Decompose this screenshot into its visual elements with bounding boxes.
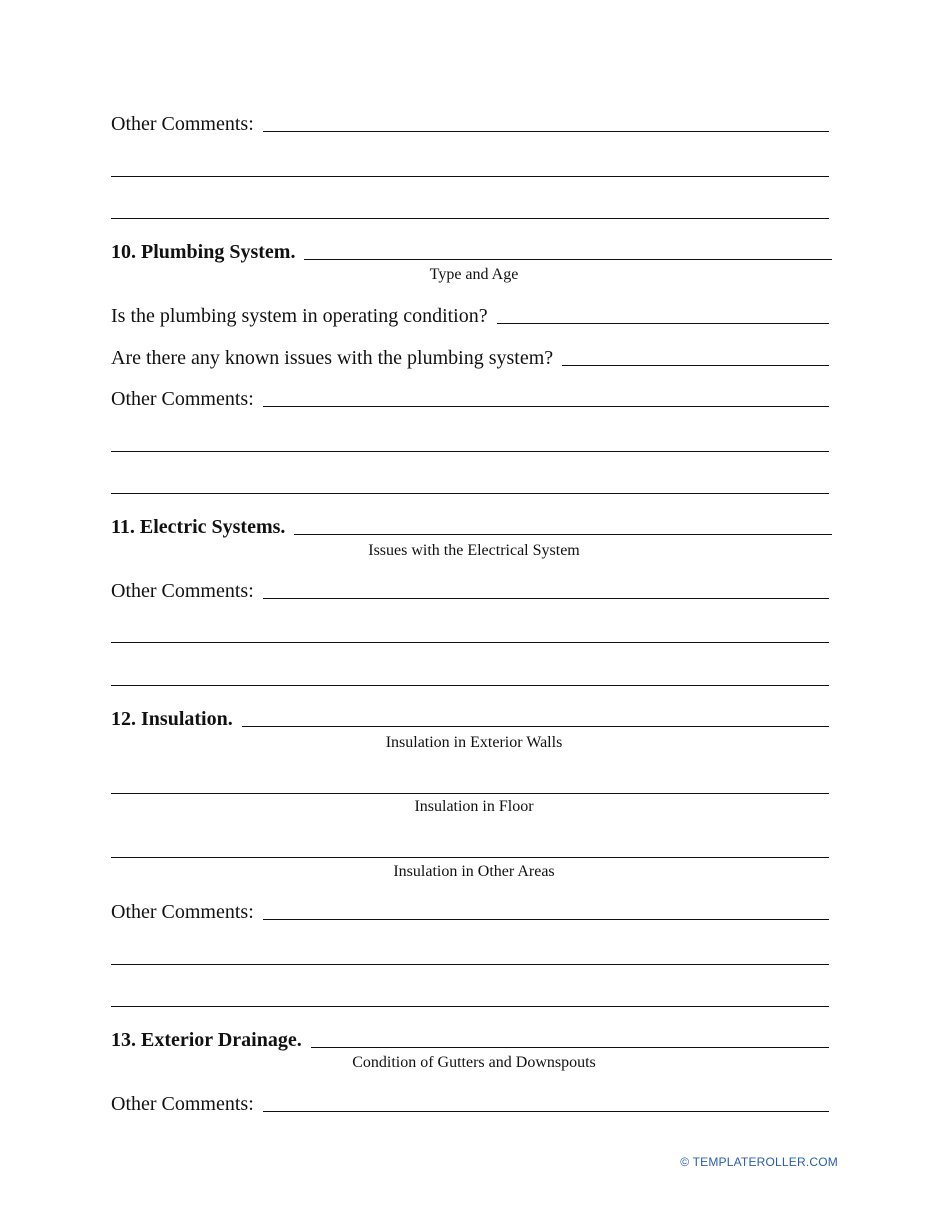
- other-comments-field[interactable]: [263, 1111, 829, 1112]
- footer-credit: [680, 1155, 838, 1169]
- other-comments-label: Other Comments:: [111, 113, 254, 135]
- other-comments-row-1: [111, 111, 829, 135]
- comment-line[interactable]: [111, 685, 829, 686]
- gutters-downspouts-caption: Condition of Gutters and Downspouts: [352, 1054, 596, 1071]
- insulation-exterior-walls-field[interactable]: [242, 726, 829, 727]
- insulation-other-areas-field[interactable]: [111, 857, 829, 858]
- plumbing-operating-row: [111, 303, 829, 327]
- plumbing-issues-row: [111, 345, 829, 369]
- other-comments-label: Other Comments:: [111, 388, 254, 410]
- exterior-drainage-row: [111, 1027, 829, 1051]
- other-comments-row-5: [111, 1091, 829, 1115]
- comment-line[interactable]: [111, 493, 829, 494]
- plumbing-issues-question: Are there any known issues with the plumbing system?: [111, 347, 554, 369]
- electrical-issues-caption: Issues with the Electrical System: [368, 542, 580, 559]
- comment-line[interactable]: [111, 176, 829, 177]
- comment-line[interactable]: [111, 451, 829, 452]
- section-11-heading: 11. Electric Systems.: [111, 516, 286, 538]
- section-13-heading: 13. Exterior Drainage.: [111, 1029, 302, 1051]
- plumbing-type-age-field[interactable]: [304, 259, 832, 260]
- other-comments-row-3: [111, 578, 829, 602]
- plumbing-operating-question: Is the plumbing system in operating condition?: [111, 305, 488, 327]
- other-comments-field[interactable]: [263, 919, 829, 920]
- section-10-heading: 10. Plumbing System.: [111, 241, 296, 263]
- other-comments-field[interactable]: [263, 598, 829, 599]
- section-12-heading: 12. Insulation.: [111, 708, 233, 730]
- insulation-exterior-walls-caption: Insulation in Exterior Walls: [385, 734, 563, 751]
- other-comments-label: Other Comments:: [111, 580, 254, 602]
- comment-line[interactable]: [111, 1006, 829, 1007]
- gutters-downspouts-field[interactable]: [311, 1047, 829, 1048]
- other-comments-field[interactable]: [263, 131, 829, 132]
- other-comments-field[interactable]: [263, 406, 829, 407]
- other-comments-label: Other Comments:: [111, 901, 254, 923]
- insulation-floor-field[interactable]: [111, 793, 829, 794]
- electrical-issues-field[interactable]: [294, 534, 832, 535]
- plumbing-system-row: [111, 239, 832, 263]
- plumbing-issues-field[interactable]: [562, 365, 829, 366]
- other-comments-row-4: [111, 899, 829, 923]
- electric-systems-row: [111, 514, 832, 538]
- other-comments-row-2: [111, 386, 829, 410]
- other-comments-label: Other Comments:: [111, 1093, 254, 1115]
- comment-line[interactable]: [111, 964, 829, 965]
- plumbing-type-age-caption: Type and Age: [429, 266, 519, 283]
- insulation-row: [111, 706, 829, 730]
- insulation-other-areas-caption: Insulation in Other Areas: [393, 863, 555, 880]
- copyright-symbol: ©: [680, 1155, 690, 1169]
- plumbing-operating-field[interactable]: [497, 323, 829, 324]
- comment-line[interactable]: [111, 218, 829, 219]
- comment-line[interactable]: [111, 642, 829, 643]
- footer-site-link[interactable]: TEMPLATEROLLER.COM: [692, 1155, 838, 1169]
- insulation-floor-caption: Insulation in Floor: [414, 798, 534, 815]
